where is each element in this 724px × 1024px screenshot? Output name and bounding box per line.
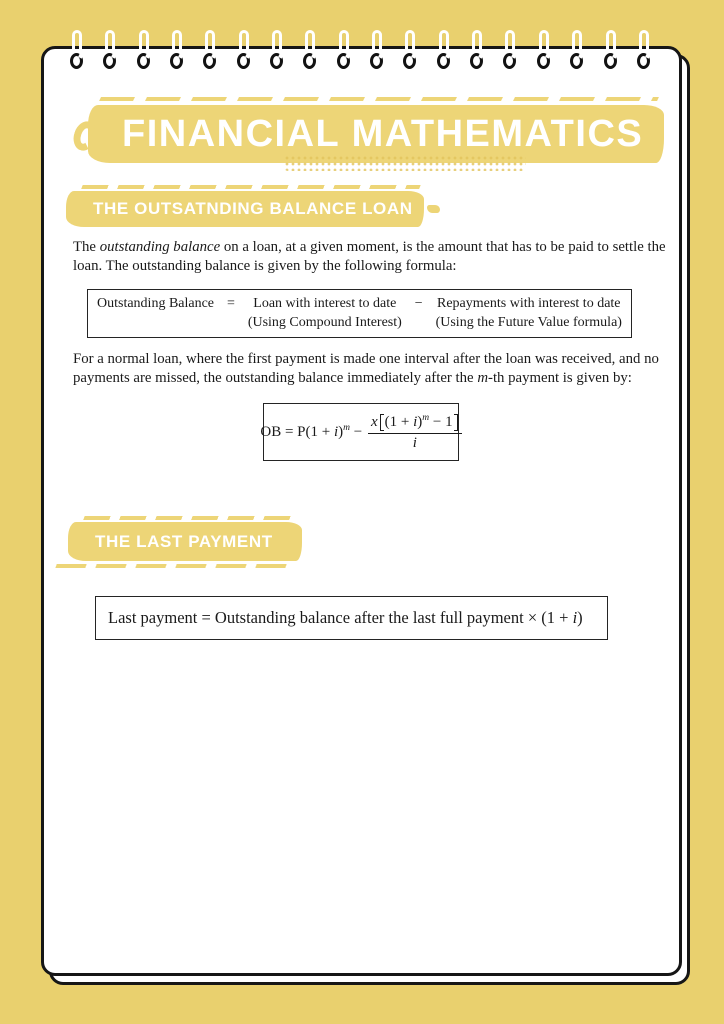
ring-hook-icon [272, 30, 282, 49]
paragraph-line [73, 238, 666, 257]
var-i: i [413, 413, 418, 430]
outstanding-balance-formula-box [87, 289, 632, 338]
ring-loop-icon [570, 53, 583, 69]
page-title: FINANCIAL MATHEMATICS [122, 113, 644, 155]
last-payment-formula [108, 608, 583, 628]
numerator-inner [385, 414, 453, 431]
paragraph-line: loan. The outstanding balance is given by the following formula: [73, 258, 457, 274]
fraction [368, 413, 462, 452]
var-i: i [572, 608, 578, 627]
spiral-ring [303, 30, 316, 72]
ring-loop-icon [437, 53, 450, 69]
ring-loop-icon [337, 53, 350, 69]
text-fragment: payments are missed, the outstanding balance immediately after the [73, 370, 478, 386]
formula-paren: ) [338, 423, 344, 440]
spiral-ring [137, 30, 150, 72]
loan-term-note: (Using Compound Interest) [247, 314, 402, 330]
spiral-ring [237, 30, 250, 72]
ring-loop-icon [503, 53, 516, 69]
formula-fragment: − 1 [429, 413, 453, 430]
balance-formula-row [88, 295, 631, 332]
ring-hook-icon [439, 30, 449, 49]
ring-loop-icon [604, 53, 617, 69]
ring-loop-icon [403, 53, 416, 69]
ring-hook-icon [139, 30, 149, 49]
section2-heading: THE LAST PAYMENT [95, 532, 273, 551]
ring-loop-icon [537, 53, 550, 69]
formula-fragment [260, 424, 366, 441]
ring-hook-icon [539, 30, 549, 49]
notebook-page [41, 46, 682, 976]
ob-formula [260, 413, 461, 452]
ring-loop-icon [237, 53, 250, 69]
ring-loop-icon [370, 53, 383, 69]
ring-hook-icon [205, 30, 215, 49]
spiral-ring [203, 30, 216, 72]
text-fragment: on a loan, at a given moment, is the amount that has to be paid to settle the [220, 239, 666, 255]
spiral-ring [503, 30, 516, 72]
ring-loop-icon [270, 53, 283, 69]
ring-loop-icon [203, 53, 216, 69]
text-fragment: -th payment is given by: [488, 370, 632, 386]
paragraph-line [73, 369, 659, 388]
ring-loop-icon [170, 53, 183, 69]
repayments-term-note: (Using the Future Value formula) [435, 314, 622, 330]
spiral-ring [170, 30, 183, 72]
ring-hook-icon [372, 30, 382, 49]
minus-sign: − [350, 423, 366, 440]
italic-term: m [477, 370, 489, 386]
section1-heading-highlight [66, 191, 424, 227]
spiral-ring [604, 30, 617, 72]
loan-term-column [248, 295, 402, 332]
spiral-ring [470, 30, 483, 72]
formula-lead: OB = P(1 + [260, 423, 334, 440]
var-m: m [343, 422, 351, 433]
italic-term: outstanding balance [99, 239, 221, 255]
var-m: m [422, 412, 430, 423]
text-fragment: The [73, 239, 100, 255]
ring-hook-icon [606, 30, 616, 49]
left-bracket-glyph [380, 414, 384, 431]
var-x: x [370, 413, 378, 430]
repayments-term: Repayments with interest to date [437, 296, 621, 311]
ring-loop-icon [103, 53, 116, 69]
section1-heading: THE OUTSATNDING BALANCE LOAN [93, 199, 413, 218]
ring-hook-icon [405, 30, 415, 49]
ring-loop-icon [303, 53, 316, 69]
ring-hook-icon [639, 30, 649, 49]
ring-hook-icon [472, 30, 482, 49]
spiral-ring [370, 30, 383, 72]
spiral-ring [537, 30, 550, 72]
formula-fragment: Last payment = Outstanding balance after the last full payment × (1 + [108, 608, 573, 627]
ring-loop-icon [137, 53, 150, 69]
formula-paren: ) [577, 608, 583, 627]
formula-paren: ) [417, 413, 423, 430]
normal-loan-paragraph [73, 350, 659, 388]
ring-hook-icon [72, 30, 82, 49]
balance-lhs: Outstanding Balance [97, 296, 215, 311]
ring-hook-icon [239, 30, 249, 49]
repayments-term-column [436, 295, 622, 332]
fraction-denominator: i [412, 434, 417, 451]
spiral-ring [637, 30, 650, 72]
minus-sign: − [414, 296, 423, 311]
ring-loop-icon [70, 53, 83, 69]
ring-hook-icon [572, 30, 582, 49]
ring-hook-icon [305, 30, 315, 49]
ring-hook-icon [505, 30, 515, 49]
intro-paragraph [73, 238, 666, 276]
ring-loop-icon [470, 53, 483, 69]
spiral-ring [437, 30, 450, 72]
var-i: i [333, 423, 339, 440]
equals-sign: = [226, 296, 235, 311]
formula-fragment: (1 + [384, 413, 414, 430]
ring-hook-icon [339, 30, 349, 49]
spiral-ring [337, 30, 350, 72]
ob-formula-box [260, 403, 459, 461]
spiral-ring [403, 30, 416, 72]
fraction-numerator [368, 413, 462, 434]
spiral-ring [103, 30, 116, 72]
ring-loop-icon [637, 53, 650, 69]
right-bracket-glyph [454, 414, 458, 431]
ring-hook-icon [105, 30, 115, 49]
spiral-rings [70, 30, 650, 72]
exponent-m [343, 423, 350, 433]
loan-term: Loan with interest to date [253, 296, 397, 311]
spiral-ring [70, 30, 83, 72]
last-payment-formula-box [95, 596, 608, 640]
section2-heading-highlight [68, 522, 302, 561]
spiral-ring [570, 30, 583, 72]
paragraph-line: For a normal loan, where the first payment is made one interval after the loan was received, and no [73, 351, 659, 367]
title-highlight [88, 105, 664, 163]
ring-hook-icon [172, 30, 182, 49]
spiral-ring [270, 30, 283, 72]
